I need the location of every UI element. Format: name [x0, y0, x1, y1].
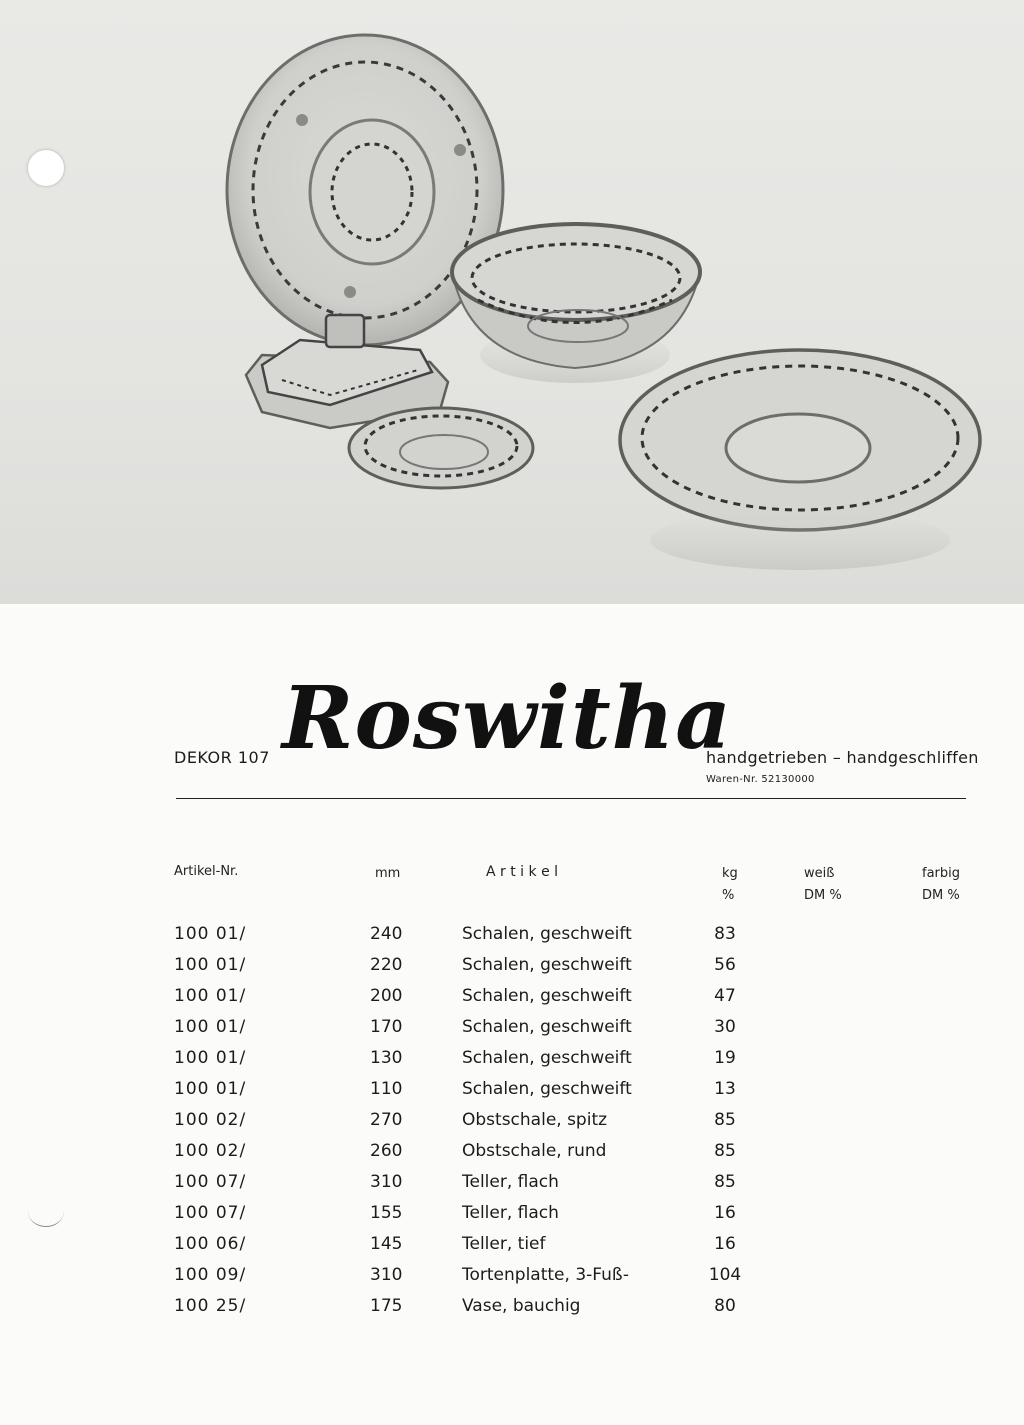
cell-artikel: Vase, bauchig [462, 1296, 581, 1316]
production-subtitle: handgetrieben – handgeschliffen [706, 748, 979, 767]
cell-kg: 85 [714, 1141, 736, 1161]
table-row [0, 1017, 1024, 1047]
cell-mm: 310 [370, 1265, 403, 1285]
table-row [0, 1141, 1024, 1171]
table-row [0, 1079, 1024, 1109]
cell-kg: 80 [714, 1296, 736, 1316]
cell-artikel-nr: 100 01/ [174, 955, 247, 975]
cell-artikel-nr: 100 25/ [174, 1296, 247, 1316]
header-divider [176, 798, 966, 799]
cell-kg: 16 [714, 1203, 736, 1223]
cell-artikel: Schalen, geschweift [462, 1017, 632, 1037]
cell-kg: 104 [708, 1265, 742, 1285]
header-kg: kg [722, 866, 738, 881]
header-farbig: farbig [922, 866, 961, 881]
header-artikel: A r t i k e l [486, 864, 559, 880]
table-row [0, 986, 1024, 1016]
cell-artikel-nr: 100 01/ [174, 1048, 247, 1068]
cell-mm: 240 [370, 924, 403, 944]
cell-artikel: Teller, flach [462, 1172, 559, 1192]
cell-mm: 110 [370, 1079, 403, 1099]
table-row [0, 1296, 1024, 1326]
cell-artikel-nr: 100 02/ [174, 1141, 247, 1161]
table-row [0, 1203, 1024, 1233]
cell-kg: 85 [714, 1172, 736, 1192]
cell-artikel: Teller, tief [462, 1234, 546, 1254]
table-row [0, 924, 1024, 954]
header-artikel-nr: Artikel-Nr. [174, 864, 239, 879]
table-row [0, 1172, 1024, 1202]
cell-kg: 19 [714, 1048, 736, 1068]
small-zigzag-plate-icon [349, 408, 533, 488]
punch-hole [28, 150, 64, 186]
waren-number: Waren-Nr. 52130000 [706, 774, 815, 785]
cell-kg: 47 [714, 986, 736, 1006]
table-row [0, 1234, 1024, 1264]
cell-kg: 56 [714, 955, 736, 975]
cell-kg: 16 [714, 1234, 736, 1254]
cell-artikel-nr: 100 06/ [174, 1234, 247, 1254]
cell-kg: 13 [714, 1079, 736, 1099]
cell-kg: 83 [714, 924, 736, 944]
cell-artikel: Tortenplatte, 3-Fuß- [462, 1265, 630, 1285]
flat-zigzag-plate-icon [620, 350, 980, 570]
cell-kg: 30 [714, 1017, 736, 1037]
cell-artikel-nr: 100 01/ [174, 1079, 247, 1099]
dekor-label: DEKOR 107 [174, 748, 270, 767]
table-row [0, 1265, 1024, 1295]
cell-mm: 155 [370, 1203, 403, 1223]
cell-mm: 170 [370, 1017, 403, 1037]
cell-mm: 130 [370, 1048, 403, 1068]
cell-mm: 220 [370, 955, 403, 975]
table-row [0, 1048, 1024, 1078]
cell-artikel-nr: 100 09/ [174, 1265, 247, 1285]
cell-mm: 310 [370, 1172, 403, 1192]
header-farbig-unit: DM % [922, 888, 960, 903]
cell-artikel: Schalen, geschweift [462, 1079, 632, 1099]
catalog-header [0, 660, 1024, 810]
cell-mm: 260 [370, 1141, 403, 1161]
product-photo [0, 0, 1024, 604]
cell-artikel: Obstschale, spitz [462, 1110, 608, 1130]
cell-kg: 85 [714, 1110, 736, 1130]
header-mm: mm [375, 866, 401, 881]
cell-artikel: Schalen, geschweift [462, 986, 632, 1006]
cell-mm: 270 [370, 1110, 403, 1130]
cell-artikel-nr: 100 01/ [174, 986, 247, 1006]
glassware-illustration [0, 0, 1024, 604]
cell-artikel-nr: 100 07/ [174, 1172, 247, 1192]
header-weiss: weiß [804, 866, 835, 881]
table-row [0, 1110, 1024, 1140]
cell-artikel: Schalen, geschweift [462, 955, 632, 975]
zigzag-bowl-icon [452, 224, 700, 383]
cell-artikel-nr: 100 01/ [174, 924, 247, 944]
table-row [0, 955, 1024, 985]
cell-mm: 200 [370, 986, 403, 1006]
cell-artikel-nr: 100 01/ [174, 1017, 247, 1037]
cell-artikel: Schalen, geschweift [462, 924, 632, 944]
product-line-title: Roswitha [282, 668, 732, 769]
header-weiss-unit: DM % [804, 888, 842, 903]
cell-artikel: Teller, flach [462, 1203, 559, 1223]
cell-artikel: Obstschale, rund [462, 1141, 607, 1161]
cell-artikel-nr: 100 07/ [174, 1203, 247, 1223]
cell-mm: 175 [370, 1296, 403, 1316]
cell-mm: 145 [370, 1234, 403, 1254]
header-kg-unit: % [722, 888, 735, 903]
cell-artikel: Schalen, geschweift [462, 1048, 632, 1068]
cell-artikel-nr: 100 02/ [174, 1110, 247, 1130]
